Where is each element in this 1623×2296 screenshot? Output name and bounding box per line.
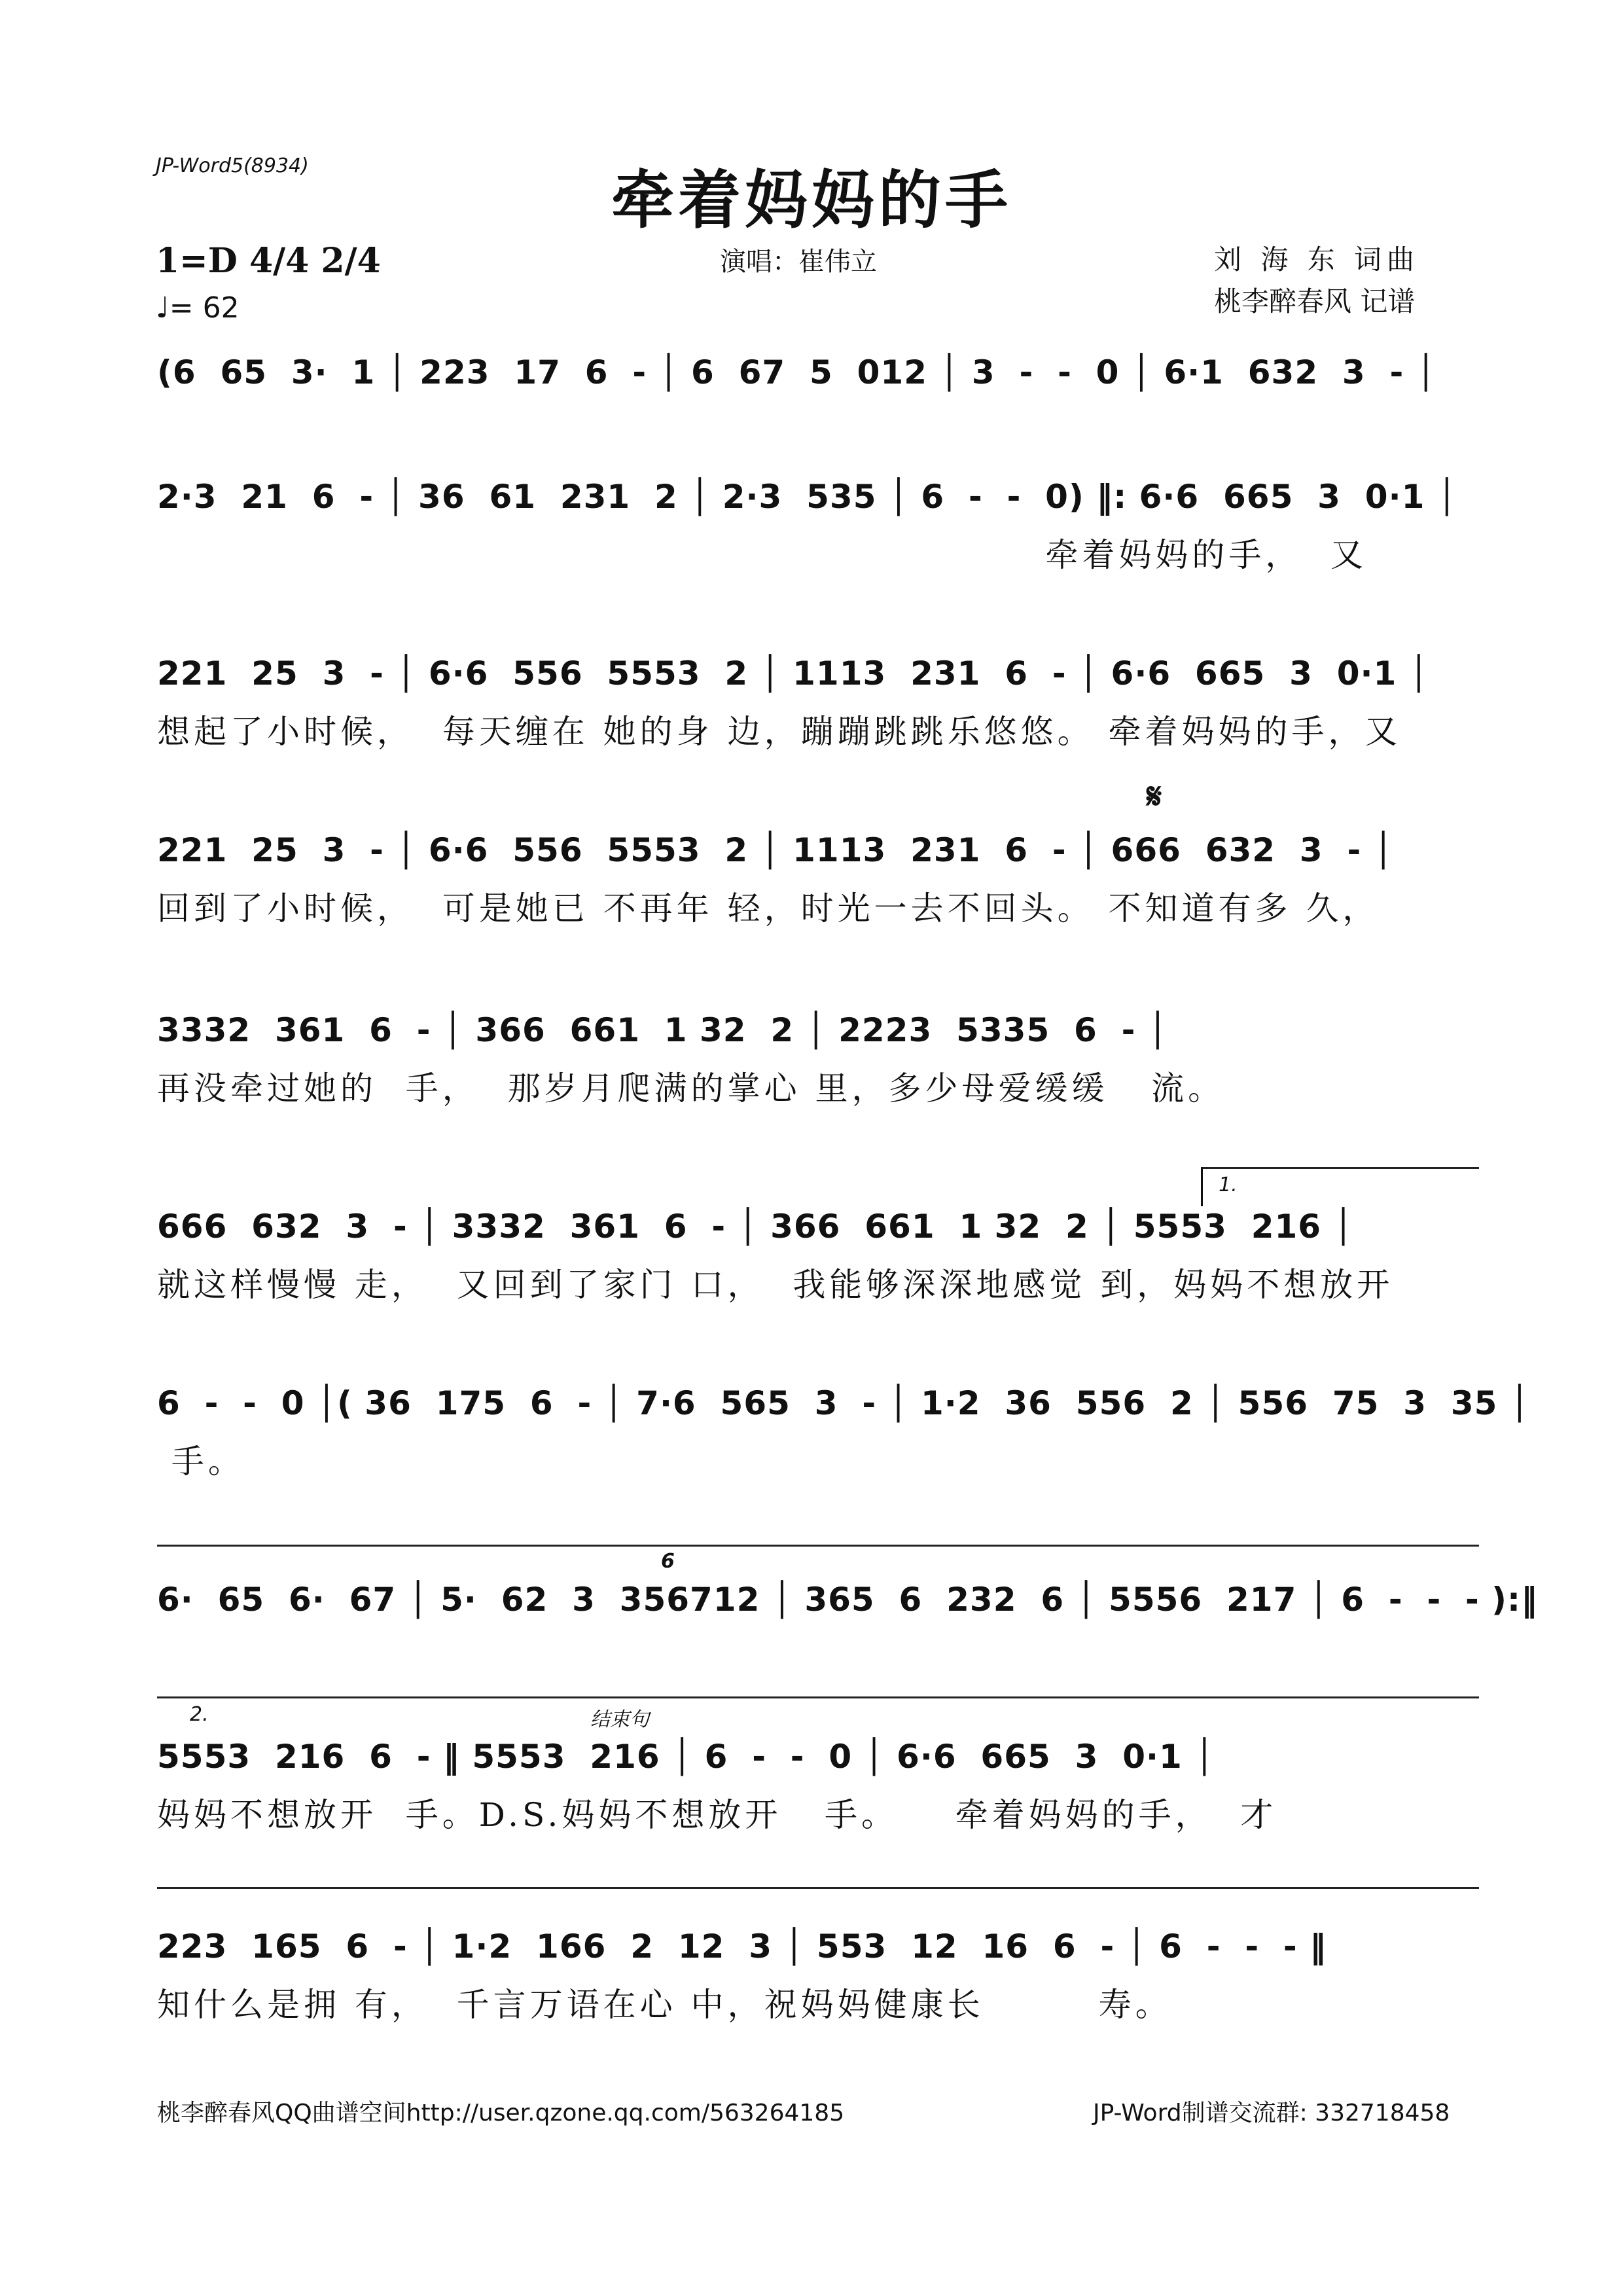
- footer-group-info: JP-Word制谱交流群: 332718458: [1093, 2100, 1450, 2126]
- score-system-7: [157, 1384, 1530, 1480]
- score-system-8: [157, 1581, 1539, 1666]
- notation-line: (6 65 3· 1 │ 223 17 6 - │ 6 67 5 012 │ 3 - - 0 │ 6·1 632 3 - │: [157, 353, 1436, 391]
- lyric-line: 回到了小时候， 可是她已 不再年 轻，时光一去不回头。 不知道有多 久，: [157, 889, 1380, 927]
- lyric-line: 牵着妈妈的手， 又: [157, 536, 1368, 574]
- repeat-ruler: [157, 1545, 1479, 1547]
- volta-2-label: 2.: [190, 1703, 209, 1726]
- notation-line: 666 632 3 - │ 3332 361 6 - │ 366 661 1 32 2 │ 5553 216 │: [157, 1208, 1354, 1246]
- notation-line: 6 - - 0 │( 36 175 6 - │ 7·6 565 3 - │ 1·2 36 556 2 │ 556 75 3 35 │: [157, 1384, 1530, 1422]
- score-system-2: [157, 478, 1479, 574]
- footer-qzone-link[interactable]: 桃李醉春风QQ曲谱空间http://user.qzone.qq.com/563264185: [157, 2100, 845, 2126]
- tuplet-label: 6: [661, 1550, 675, 1573]
- score-system-3: [157, 655, 1479, 751]
- volta-2-bracket: [157, 1696, 1479, 1698]
- singer-credit: 演唱：崔伟立: [720, 247, 877, 277]
- notation-line: 2·3 21 6 - │ 36 61 231 2 │ 2·3 535 │ 6 - - 0) ‖: 6·6 665 3 0·1 │: [157, 478, 1457, 516]
- lyric-line: 妈妈不想放开 手。D.S.妈妈不想放开 手。 牵着妈妈的手， 才: [157, 1796, 1277, 1834]
- notation-line: 3332 361 6 - │ 366 661 1 32 2 │ 2223 5335 6 - │: [157, 1011, 1168, 1049]
- source-tag: JP-Word5(8934): [156, 154, 309, 177]
- page-title: 牵着妈妈的手: [611, 163, 1012, 237]
- segno-icon: 𝄋: [1147, 776, 1162, 817]
- notation-line: 5553 216 6 - ‖ 5553 216 │ 6 - - 0 │ 6·6 665 3 0·1 │: [157, 1738, 1215, 1776]
- lyric-line: 就这样慢慢 走， 又回到了家门 口， 我能够深深地感觉 到，妈妈不想放开: [157, 1266, 1394, 1304]
- score-system-5: [157, 1011, 1479, 1107]
- final-ruler: [157, 1887, 1479, 1889]
- transcriber-credit: 桃李醉春风 记谱: [1214, 285, 1416, 317]
- notation-line: 221 25 3 - │ 6·6 556 5553 2 │ 1113 231 6 - │ 6·6 665 3 0·1 │: [157, 655, 1429, 692]
- volta-1-bracket-edge: [1201, 1167, 1203, 1206]
- volta-1-label: 1.: [1219, 1174, 1238, 1196]
- score-system-4: [157, 831, 1479, 927]
- lyricist-composer-credit: 刘 海 东 词曲: [1214, 243, 1420, 276]
- score-system-1: [157, 353, 1479, 439]
- volta-1-bracket: [1201, 1167, 1479, 1169]
- lyric-line: 再没牵过她的 手， 那岁月爬满的掌心 里，多少母爱缓缓 流。: [157, 1069, 1225, 1107]
- score-system-6: [157, 1208, 1479, 1304]
- score-system-9: [157, 1738, 1479, 1834]
- key-signature: 1=D 4/4 2/4: [156, 241, 381, 281]
- score-system-10: [157, 1928, 1479, 2024]
- lyric-line: 想起了小时候， 每天缠在 她的身 边，蹦蹦跳跳乐悠悠。 牵着妈妈的手，又: [157, 713, 1402, 751]
- lyric-line: 知什么是拥 有， 千言万语在心 中，祝妈妈健康长 寿。: [157, 1986, 1172, 2024]
- notation-line: 221 25 3 - │ 6·6 556 5553 2 │ 1113 231 6 - │ 666 632 3 - │: [157, 831, 1394, 869]
- notation-line: 6· 65 6· 67 │ 5· 62 3 356712 │ 365 6 232 6 │ 5556 217 │ 6 - - - ):‖: [157, 1581, 1539, 1619]
- coda-section-label: 结束句: [590, 1708, 649, 1731]
- tempo-marking: ♩= 62: [156, 291, 240, 325]
- notation-line: 223 165 6 - │ 1·2 166 2 12 3 │ 553 12 16 6 - │ 6 - - - ‖: [157, 1928, 1327, 1965]
- lyric-line: 手。: [157, 1443, 245, 1480]
